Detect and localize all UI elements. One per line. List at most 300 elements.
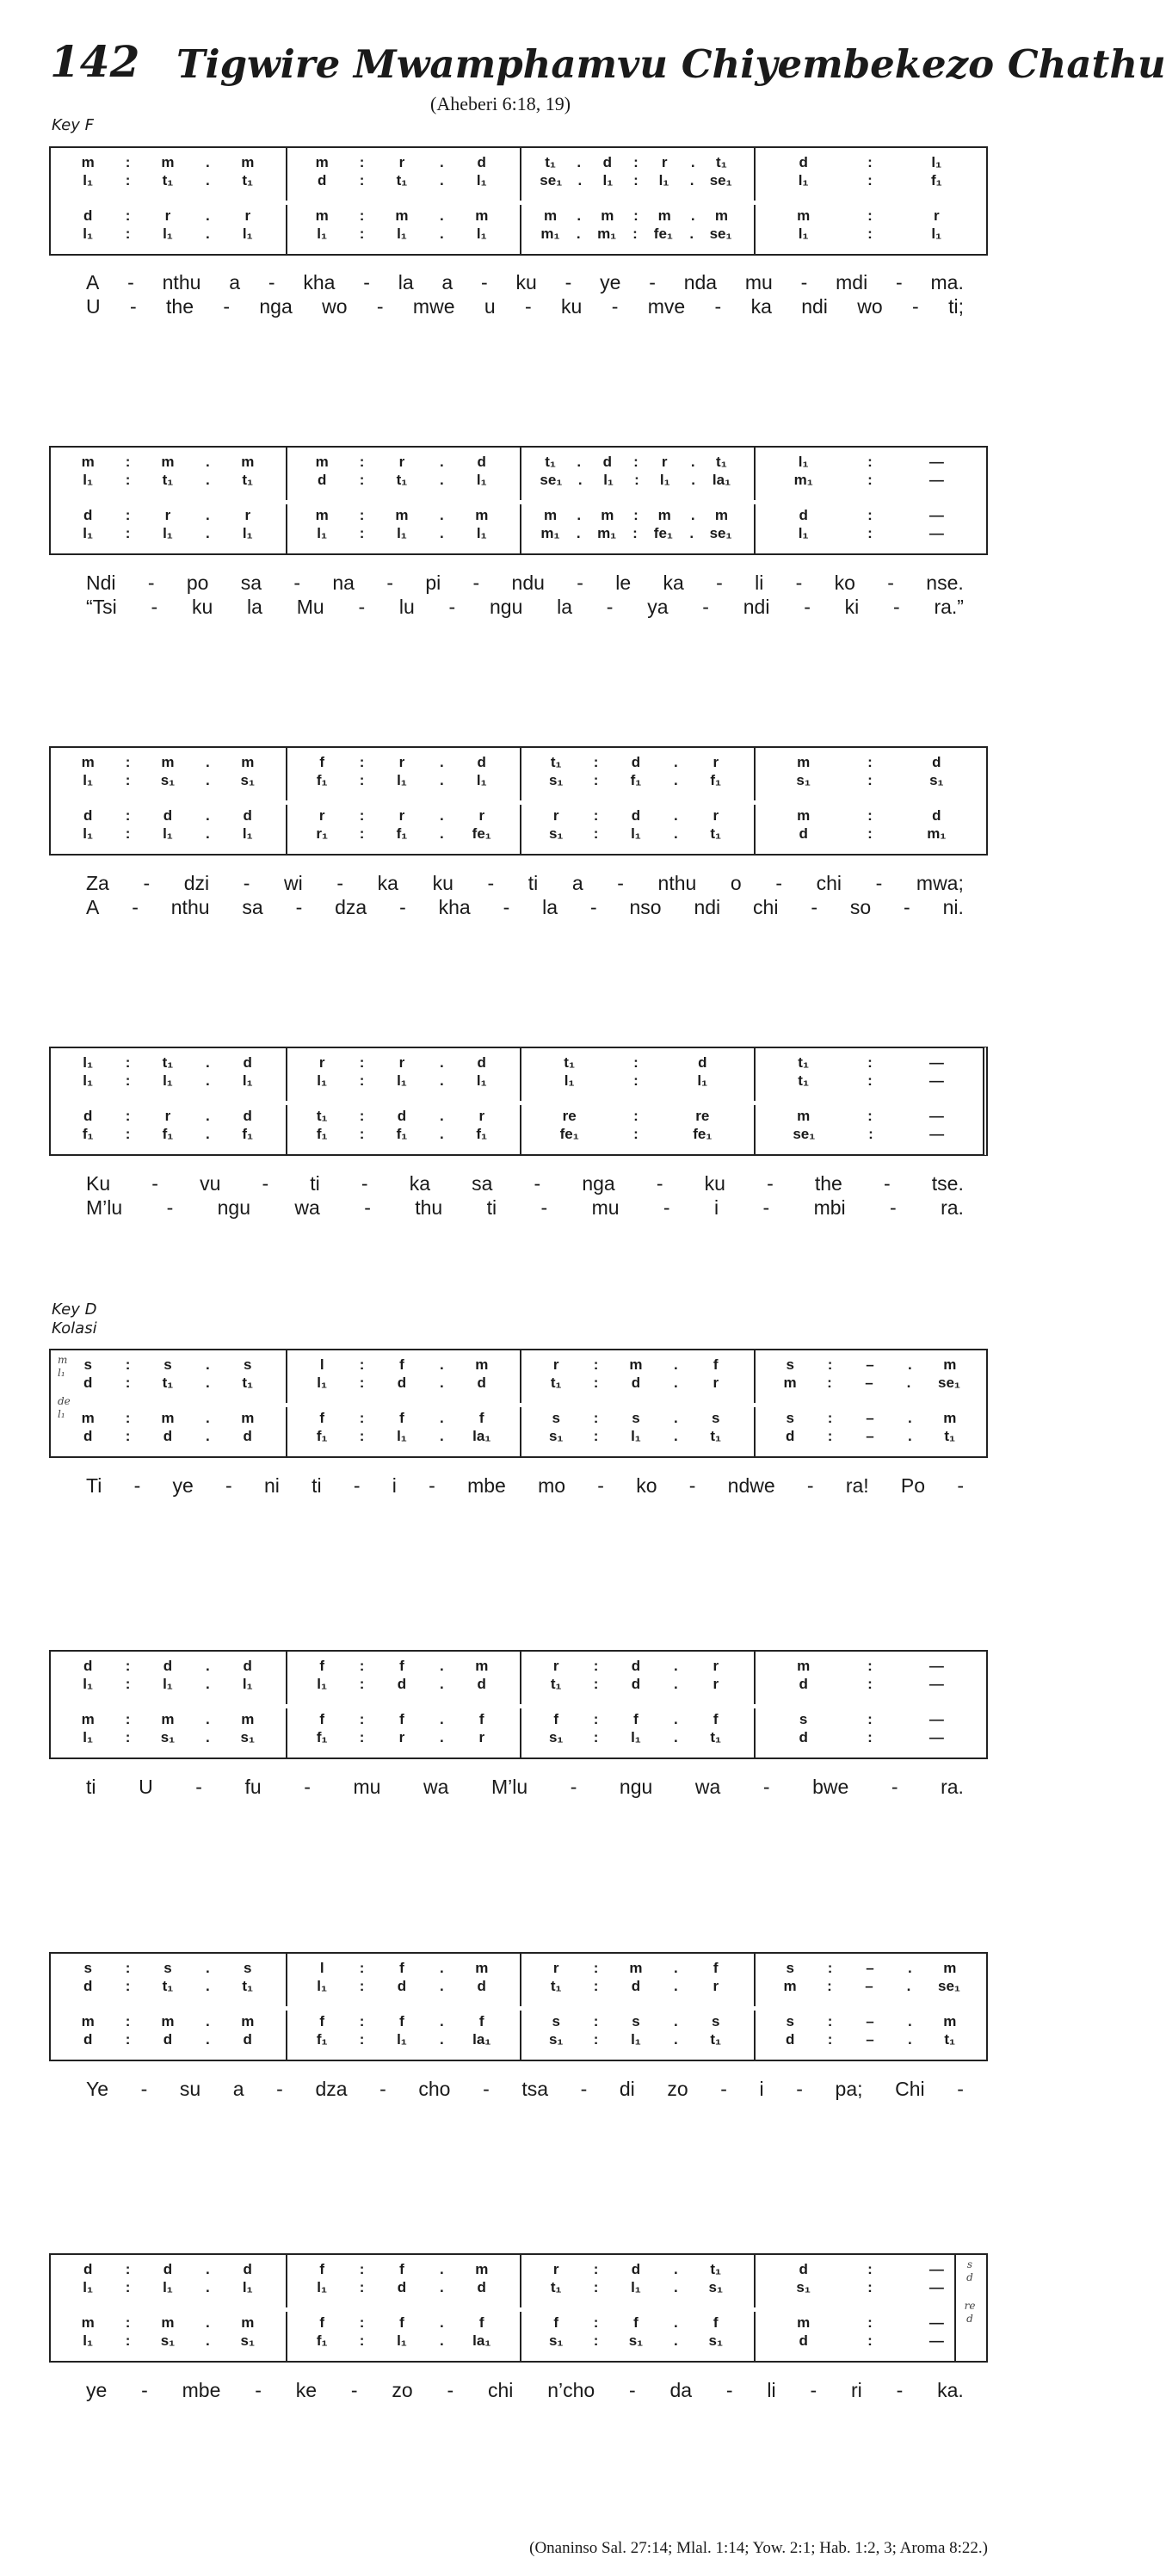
note: s bbox=[552, 2013, 560, 2029]
note: l₁ bbox=[397, 772, 407, 788]
note: : bbox=[125, 225, 131, 242]
note: d bbox=[602, 154, 613, 170]
note: r bbox=[398, 807, 405, 824]
note: m bbox=[714, 207, 728, 224]
lyric-syllable: i bbox=[392, 1474, 397, 1497]
note: se₁ bbox=[709, 172, 732, 188]
lyric-syllable: - bbox=[293, 571, 301, 594]
measure bbox=[753, 1676, 987, 1693]
barline-gap bbox=[749, 2006, 761, 2011]
note: : bbox=[593, 1676, 599, 1692]
note: . bbox=[205, 1676, 210, 1692]
note: t₁ bbox=[162, 172, 174, 188]
note: s₁ bbox=[548, 825, 564, 842]
lyric-syllable: - bbox=[386, 571, 393, 594]
measure bbox=[519, 754, 753, 771]
voice-line bbox=[51, 2279, 986, 2296]
note: d bbox=[83, 207, 93, 224]
note: m bbox=[161, 1711, 175, 1727]
note: . bbox=[205, 772, 210, 788]
lyric-syllable: ti bbox=[527, 872, 539, 894]
note: l₁ bbox=[83, 2332, 94, 2349]
lyric-syllable: zo bbox=[392, 2379, 413, 2401]
lyric-syllable: Ye bbox=[86, 2078, 109, 2100]
lyric-syllable: “Tsi bbox=[86, 596, 117, 618]
lyric-syllable: - bbox=[577, 571, 583, 594]
note: . bbox=[205, 454, 210, 470]
note: . bbox=[439, 154, 444, 170]
note: l₁ bbox=[631, 2031, 641, 2048]
note: d bbox=[83, 2261, 93, 2277]
voice-line bbox=[51, 172, 986, 189]
lyric-syllable: - bbox=[304, 1776, 311, 1798]
lyric-syllable: - bbox=[716, 571, 723, 594]
note: m bbox=[783, 1978, 797, 1994]
measure bbox=[51, 1729, 285, 1746]
note: . bbox=[439, 1072, 444, 1089]
measure bbox=[285, 1072, 519, 1090]
note: r bbox=[661, 454, 668, 470]
lyric-syllable: - bbox=[295, 896, 303, 918]
note: se₁ bbox=[793, 1126, 816, 1142]
note: l₁ bbox=[564, 1072, 575, 1089]
note: : bbox=[827, 1428, 833, 1444]
measure bbox=[51, 1676, 285, 1693]
note: l₁ bbox=[83, 1729, 94, 1745]
note: . bbox=[673, 1960, 678, 1976]
lyric-syllable: ye bbox=[172, 1474, 194, 1497]
note: : bbox=[593, 1428, 599, 1444]
lyric-syllable: ke bbox=[295, 2379, 317, 2401]
lyric-syllable: wo bbox=[857, 295, 883, 318]
note: t₁ bbox=[242, 1978, 254, 1994]
measure bbox=[51, 1072, 285, 1090]
note: f bbox=[478, 1711, 484, 1727]
measure bbox=[519, 1356, 753, 1374]
margin-note: l₁ bbox=[58, 1367, 65, 1379]
lyric-syllable: - bbox=[353, 1474, 361, 1497]
voice-line bbox=[51, 2031, 986, 2048]
measure bbox=[753, 807, 987, 825]
note: t₁ bbox=[242, 172, 254, 188]
note: — bbox=[928, 1108, 944, 1124]
note: : bbox=[867, 1729, 873, 1745]
note: l₁ bbox=[163, 1676, 173, 1692]
measure bbox=[519, 2261, 753, 2278]
measure bbox=[519, 207, 753, 225]
note: : bbox=[867, 807, 873, 824]
note: l₁ bbox=[317, 1374, 328, 1391]
note: d bbox=[631, 1374, 641, 1391]
note: . bbox=[205, 2261, 210, 2277]
lyric-syllable: - bbox=[811, 896, 817, 918]
note: . bbox=[205, 754, 210, 770]
note: d bbox=[799, 1676, 808, 1692]
lyric-syllable: po bbox=[186, 571, 209, 594]
lyric-syllable: ra.” bbox=[934, 596, 964, 618]
measure bbox=[51, 2279, 285, 2296]
note: . bbox=[673, 2332, 678, 2349]
lyric-syllable: a bbox=[571, 872, 583, 894]
lyric-syllable: pi bbox=[425, 571, 441, 594]
lyric-syllable: vu bbox=[200, 1172, 221, 1195]
measure bbox=[519, 2031, 753, 2048]
music-system bbox=[49, 1952, 988, 2061]
note: . bbox=[439, 2332, 444, 2349]
note: : bbox=[359, 454, 365, 470]
note: l₁ bbox=[242, 1676, 253, 1692]
barline-gap bbox=[515, 2006, 527, 2011]
note: : bbox=[593, 1374, 599, 1391]
voice-line bbox=[51, 472, 986, 489]
note: f bbox=[633, 2314, 639, 2331]
note: t₁ bbox=[396, 472, 408, 488]
note: r bbox=[552, 2261, 559, 2277]
note: f bbox=[319, 2261, 325, 2277]
footer-references: (Onaninso Sal. 27:14; Mlal. 1:14; Yow. 2:1; Hab. 1:2, 3; Aroma 8:22.) bbox=[529, 2539, 988, 2557]
note: — bbox=[928, 2261, 944, 2277]
note: t₁ bbox=[550, 1374, 562, 1391]
note: t₁ bbox=[545, 154, 556, 170]
note: t₁ bbox=[564, 1054, 575, 1071]
note: : bbox=[827, 2031, 833, 2048]
measure bbox=[753, 1711, 987, 1728]
lyric-syllable: wi bbox=[284, 872, 303, 894]
note: r bbox=[713, 754, 719, 770]
note: t₁ bbox=[545, 454, 556, 470]
note: fe₁ bbox=[693, 1126, 713, 1142]
note: : bbox=[359, 154, 365, 170]
note: d bbox=[602, 454, 613, 470]
note: : bbox=[359, 1960, 365, 1976]
measure bbox=[285, 825, 519, 843]
lyric-syllable: ra. bbox=[941, 1776, 964, 1798]
lyric-syllable: ka bbox=[377, 872, 398, 894]
note: . bbox=[907, 1960, 912, 1976]
lyric-syllable: wo bbox=[322, 295, 348, 318]
music-system bbox=[49, 2253, 988, 2363]
note: d bbox=[799, 825, 808, 842]
note: l₁ bbox=[317, 1072, 328, 1089]
note: l₁ bbox=[317, 2279, 328, 2295]
note: . bbox=[673, 2261, 678, 2277]
lyric-syllable: - bbox=[350, 2379, 358, 2401]
measure bbox=[285, 1126, 519, 1143]
lyric-syllable: - bbox=[875, 872, 883, 894]
lyric-syllable: mo bbox=[538, 1474, 566, 1497]
note: : bbox=[359, 507, 365, 523]
note: se₁ bbox=[540, 472, 563, 488]
note: m bbox=[943, 2013, 957, 2029]
measure bbox=[753, 1374, 987, 1392]
barline-gap bbox=[749, 1101, 761, 1105]
measure bbox=[519, 2332, 753, 2350]
note: t₁ bbox=[710, 1428, 722, 1444]
note: : bbox=[593, 2013, 599, 2029]
lyric-syllable: dzi bbox=[183, 872, 210, 894]
note: : bbox=[359, 472, 365, 488]
lyric-syllable: - bbox=[448, 596, 456, 618]
note: — bbox=[928, 2332, 944, 2349]
lyric-syllable: M’lu bbox=[86, 1196, 123, 1219]
note: — bbox=[928, 472, 944, 488]
measure bbox=[519, 1374, 753, 1392]
measure bbox=[753, 507, 987, 524]
note: : bbox=[633, 1072, 639, 1089]
note: — bbox=[928, 507, 944, 523]
note: l₁ bbox=[83, 225, 94, 242]
lyric-syllable: la bbox=[247, 596, 262, 618]
note: . bbox=[205, 1374, 210, 1391]
note: . bbox=[439, 225, 444, 242]
note: f₁ bbox=[630, 772, 642, 788]
lyric-syllable: da bbox=[669, 2379, 693, 2401]
measure bbox=[519, 1072, 753, 1090]
lyric-syllable: - bbox=[702, 596, 709, 618]
note: m bbox=[315, 454, 329, 470]
note: r bbox=[398, 754, 405, 770]
note: f₁ bbox=[316, 1729, 328, 1745]
note: l₁ bbox=[163, 825, 173, 842]
note: . bbox=[439, 1410, 444, 1426]
note: . bbox=[205, 154, 210, 170]
note: : bbox=[125, 1054, 131, 1071]
lyric-syllable: - bbox=[564, 271, 572, 293]
note: : bbox=[125, 807, 131, 824]
note: d bbox=[83, 1374, 93, 1391]
note: l₁ bbox=[317, 1676, 328, 1692]
measure bbox=[285, 1978, 519, 1995]
note: m₁ bbox=[540, 225, 560, 242]
note: l₁ bbox=[163, 2279, 173, 2295]
note: s bbox=[786, 1356, 794, 1373]
measure bbox=[285, 2314, 519, 2332]
note: : bbox=[359, 1729, 365, 1745]
note: m bbox=[544, 507, 558, 523]
voice-line bbox=[51, 225, 986, 243]
note: d bbox=[631, 1978, 641, 1994]
note: : bbox=[593, 825, 599, 842]
lyric-syllable: mwe bbox=[412, 295, 455, 318]
note: t₁ bbox=[716, 454, 727, 470]
margin-note: d bbox=[966, 2271, 973, 2283]
music-system bbox=[49, 1047, 988, 1156]
note: : bbox=[359, 754, 365, 770]
note: d bbox=[243, 1108, 252, 1124]
note: . bbox=[439, 525, 444, 541]
lyric-syllable: fu bbox=[244, 1776, 262, 1798]
note: : bbox=[125, 2279, 131, 2295]
note: f₁ bbox=[316, 1428, 328, 1444]
note: : bbox=[359, 207, 365, 224]
lyric-syllable: ka bbox=[750, 295, 772, 318]
measure bbox=[285, 1711, 519, 1728]
barline-gap bbox=[515, 201, 527, 205]
note: r bbox=[164, 207, 171, 224]
note: m bbox=[241, 2314, 255, 2331]
note: s₁ bbox=[240, 772, 255, 788]
note: l₁ bbox=[83, 1072, 94, 1089]
lyric-syllable: ku bbox=[561, 295, 583, 318]
note: l₁ bbox=[798, 172, 809, 188]
lyric-syllable: - bbox=[276, 2078, 283, 2100]
note: . bbox=[439, 1356, 444, 1373]
note: : bbox=[359, 525, 365, 541]
note: l₁ bbox=[397, 525, 407, 541]
lyric-syllable: - bbox=[143, 872, 151, 894]
note: m bbox=[315, 154, 329, 170]
note: l₁ bbox=[397, 1072, 407, 1089]
note: . bbox=[205, 172, 210, 188]
note: s₁ bbox=[160, 772, 176, 788]
note: t₁ bbox=[396, 172, 408, 188]
lyric-line bbox=[86, 1172, 964, 1195]
measure bbox=[519, 507, 753, 524]
note: : bbox=[867, 225, 873, 242]
note: : bbox=[125, 1356, 131, 1373]
measure bbox=[753, 2332, 987, 2350]
note: : bbox=[593, 1658, 599, 1674]
note: . bbox=[205, 807, 210, 824]
note: s₁ bbox=[929, 772, 944, 788]
note: f bbox=[399, 1410, 404, 1426]
note: s₁ bbox=[796, 2279, 811, 2295]
note: f bbox=[553, 1711, 559, 1727]
note: l₁ bbox=[242, 2279, 253, 2295]
music-system bbox=[49, 1650, 988, 1759]
lyric-syllable: - bbox=[525, 295, 532, 318]
note: r bbox=[552, 1658, 559, 1674]
measure bbox=[51, 2314, 285, 2332]
note: m₁ bbox=[597, 525, 617, 541]
lyric-syllable: - bbox=[483, 2078, 490, 2100]
note: f bbox=[319, 1658, 325, 1674]
note: f bbox=[633, 1711, 639, 1727]
margin-note: l₁ bbox=[58, 1408, 65, 1420]
measure bbox=[519, 1126, 753, 1143]
note: r bbox=[713, 1978, 719, 1994]
note: re bbox=[562, 1108, 577, 1124]
lyric-line bbox=[86, 896, 964, 919]
measure bbox=[753, 1729, 987, 1746]
lyric-syllable: - bbox=[147, 571, 155, 594]
voice-line bbox=[51, 207, 986, 225]
measure bbox=[519, 1711, 753, 1728]
lyric-syllable: ndi bbox=[743, 596, 770, 618]
lyric-syllable: ndi bbox=[801, 295, 828, 318]
note: m bbox=[475, 1658, 489, 1674]
measure bbox=[51, 225, 285, 243]
voice-line bbox=[51, 1126, 983, 1143]
note: : bbox=[125, 2332, 131, 2349]
lyric-syllable: kha bbox=[438, 896, 471, 918]
note: : bbox=[827, 1960, 833, 1976]
lyric-syllable: - bbox=[800, 271, 808, 293]
note: f bbox=[399, 1711, 404, 1727]
note: l₁ bbox=[317, 225, 328, 242]
note: . bbox=[439, 2031, 444, 2048]
lyric-syllable: - bbox=[336, 872, 344, 894]
note: d bbox=[631, 2261, 641, 2277]
note: d bbox=[799, 507, 808, 523]
lyric-syllable: Chi bbox=[895, 2078, 925, 2100]
note: s bbox=[83, 1960, 92, 1976]
measure bbox=[519, 825, 753, 843]
measure bbox=[285, 772, 519, 789]
lyric-syllable: - bbox=[617, 872, 624, 894]
measure bbox=[51, 1960, 285, 1977]
barline-gap bbox=[281, 800, 293, 805]
note: : bbox=[867, 772, 873, 788]
note: fe₁ bbox=[472, 825, 491, 842]
lyric-syllable: - bbox=[806, 1474, 814, 1497]
note: : bbox=[359, 825, 365, 842]
note: f₁ bbox=[242, 1126, 254, 1142]
note: . bbox=[673, 2314, 678, 2331]
end-barline bbox=[954, 2255, 956, 2361]
measure bbox=[519, 225, 753, 243]
lyric-syllable: - bbox=[597, 1474, 604, 1497]
lyric-syllable: nso bbox=[629, 896, 662, 918]
note: . bbox=[906, 1374, 911, 1391]
note: m bbox=[797, 1658, 811, 1674]
note: m bbox=[629, 1960, 643, 1976]
note: : bbox=[125, 1410, 131, 1426]
lyric-syllable: - bbox=[361, 1172, 368, 1195]
note: m bbox=[161, 754, 175, 770]
note: . bbox=[439, 2261, 444, 2277]
note: . bbox=[691, 472, 696, 488]
lyric-syllable: - bbox=[358, 596, 366, 618]
lyric-syllable: i bbox=[713, 1196, 719, 1219]
lyric-syllable: ra. bbox=[941, 1196, 964, 1219]
lyric-line bbox=[86, 1776, 964, 1799]
measure bbox=[51, 472, 285, 489]
note: m bbox=[797, 207, 811, 224]
note: s bbox=[632, 1410, 640, 1426]
lyric-syllable: ni. bbox=[942, 896, 964, 918]
measure bbox=[51, 1356, 285, 1374]
barline-gap bbox=[281, 500, 293, 504]
voice-line bbox=[51, 825, 986, 843]
note: — bbox=[928, 454, 944, 470]
note: r bbox=[713, 1658, 719, 1674]
note: d bbox=[317, 172, 327, 188]
note: l₁ bbox=[163, 225, 173, 242]
barline-gap bbox=[749, 1403, 761, 1407]
note: r bbox=[244, 207, 251, 224]
note: r bbox=[164, 507, 171, 523]
measure bbox=[285, 754, 519, 771]
voice-line bbox=[51, 772, 986, 789]
note: . bbox=[439, 1978, 444, 1994]
measure bbox=[753, 1108, 987, 1125]
voice-line bbox=[51, 1960, 986, 1977]
measure bbox=[51, 1978, 285, 1995]
measure bbox=[753, 2279, 987, 2296]
note: la₁ bbox=[472, 2031, 491, 2048]
note: : bbox=[125, 1676, 131, 1692]
measure bbox=[285, 454, 519, 471]
note: f bbox=[399, 1960, 404, 1976]
lyric-line bbox=[86, 1196, 964, 1220]
lyric-syllable: mbe bbox=[182, 2379, 221, 2401]
measure bbox=[51, 1711, 285, 1728]
note: : bbox=[125, 754, 131, 770]
note: . bbox=[205, 825, 210, 842]
note: l₁ bbox=[83, 2279, 94, 2295]
note: l₁ bbox=[931, 154, 942, 170]
